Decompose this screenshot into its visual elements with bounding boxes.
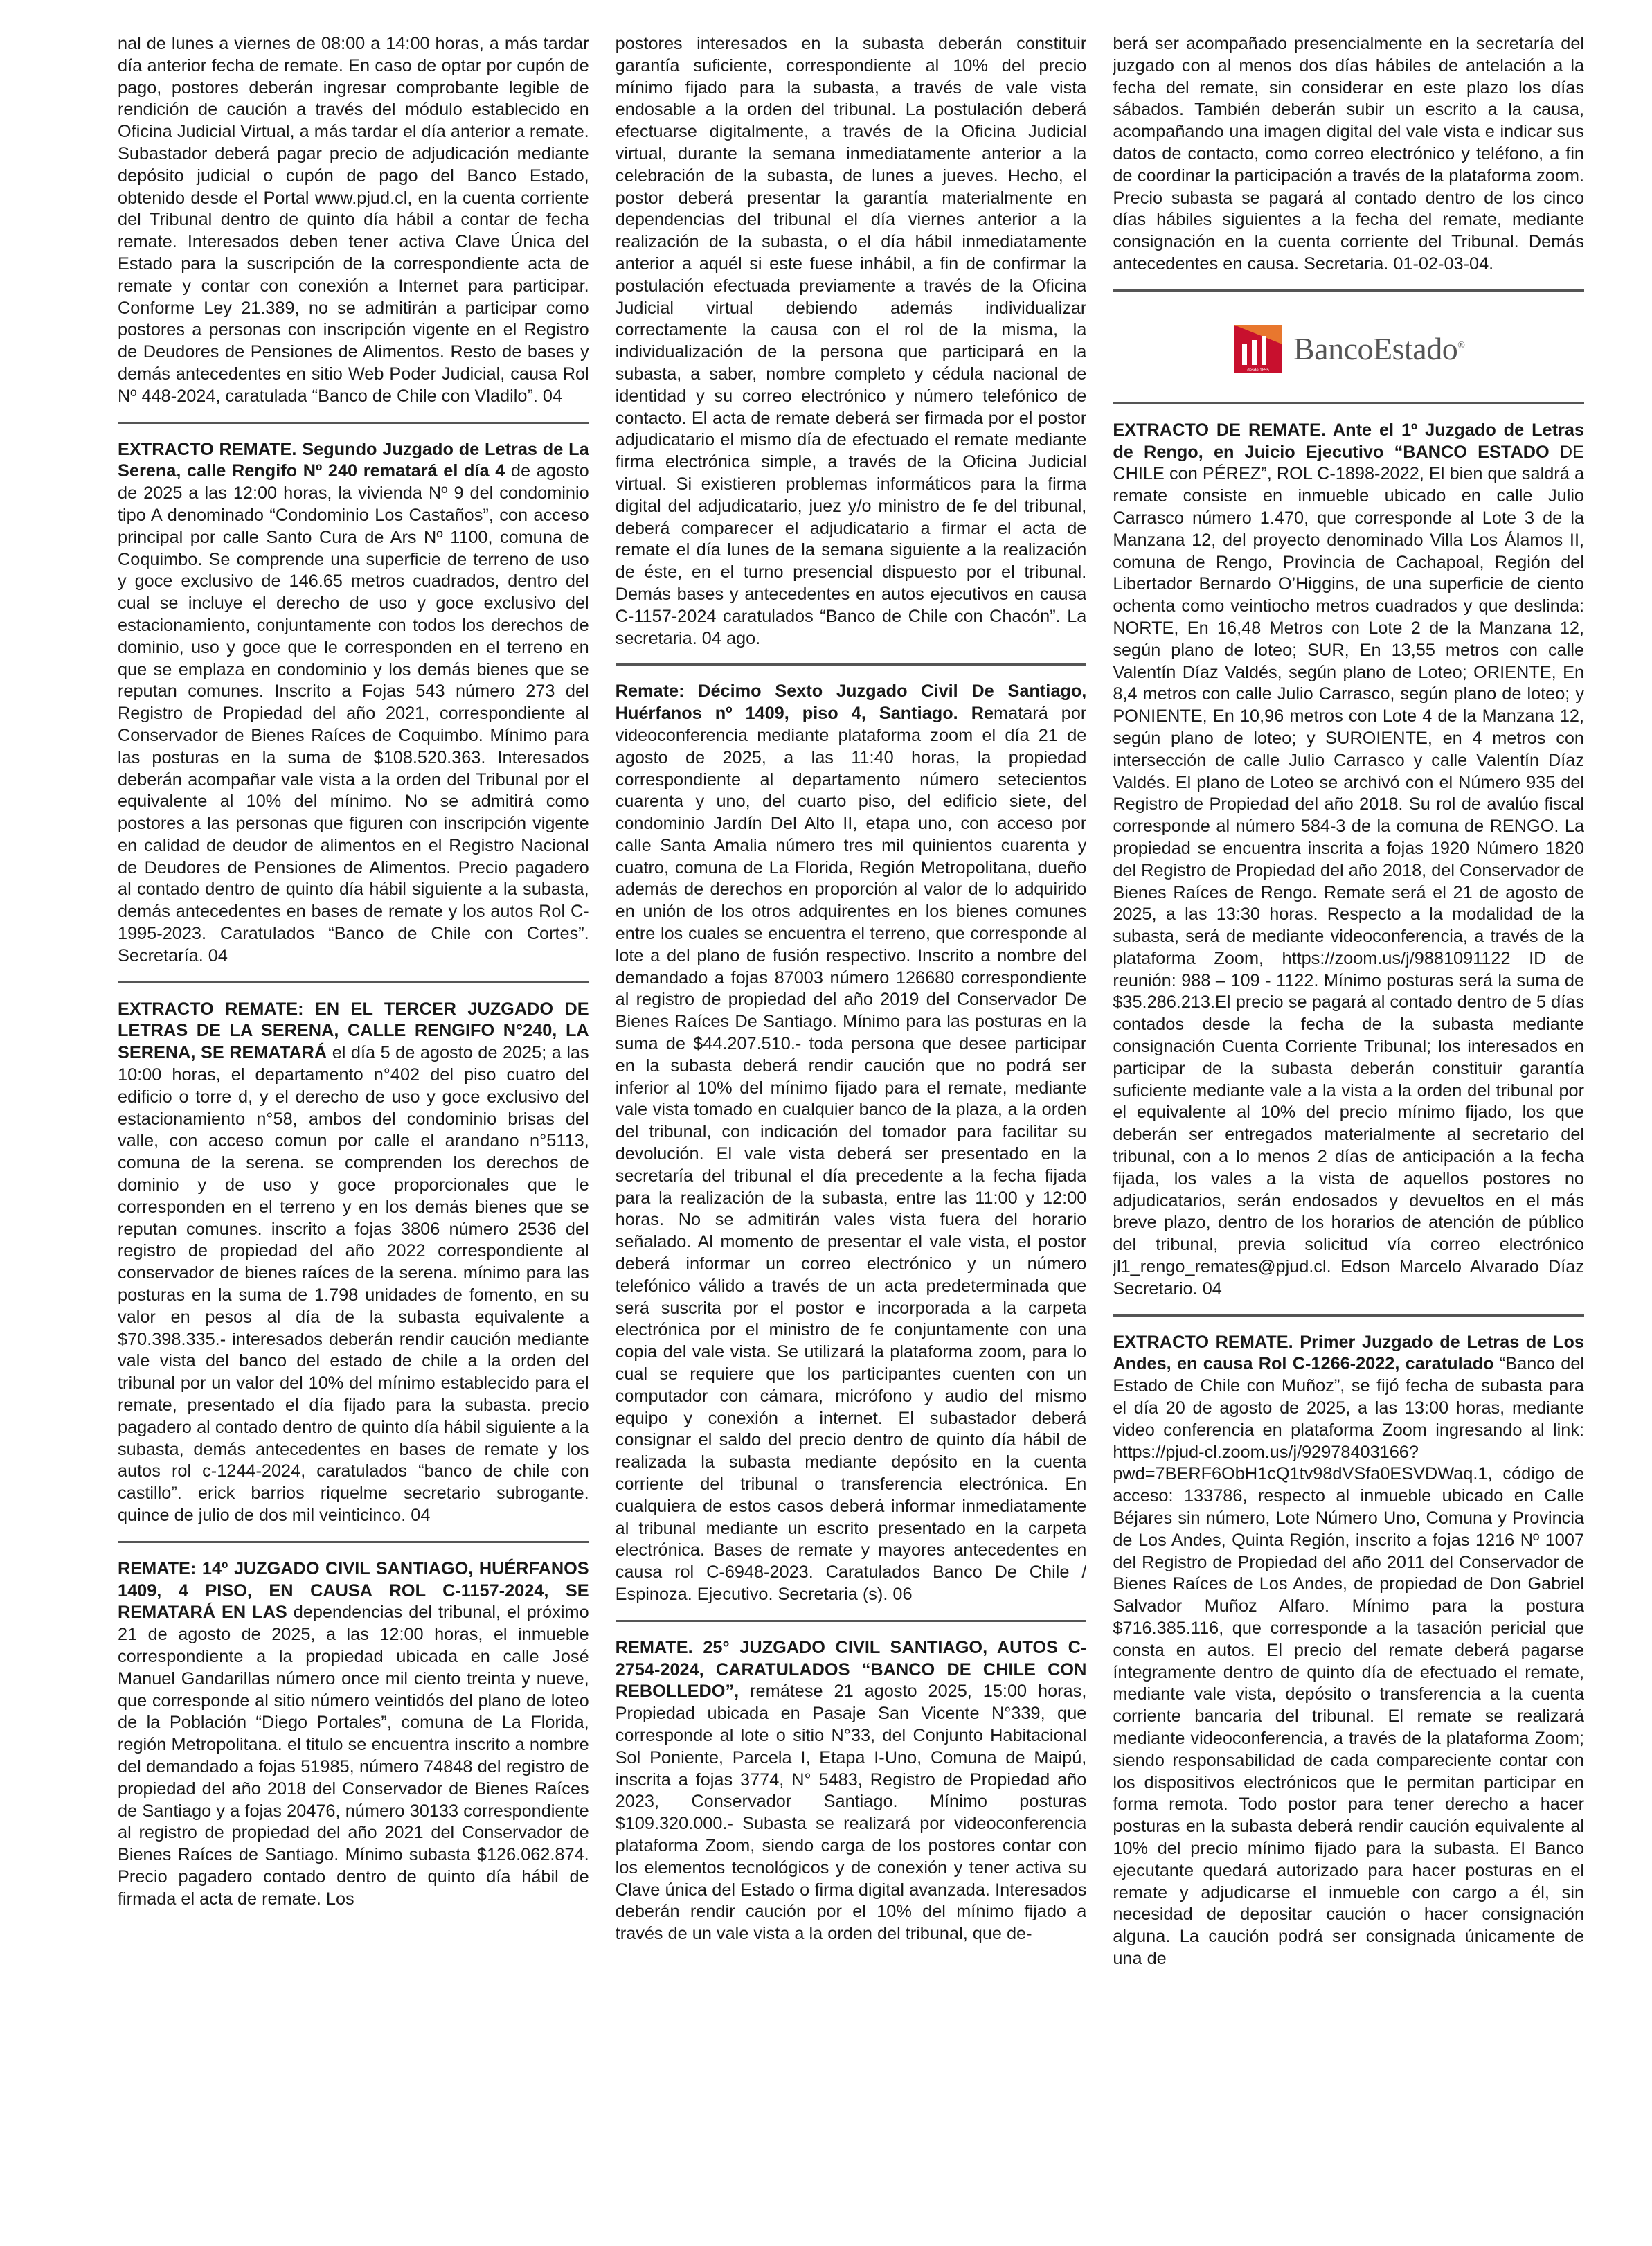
column-2 [616,33,1087,2229]
notice-body: de agosto de 2025 a las 12:00 horas, la vivienda Nº 9 del condominio tipo A denominado “Condominio Los Castaños”, con acceso principal por calle Santo Cura de Ars Nº 1100, comuna de Coquimbo. Se comprende una superficie de terreno de uso y goce exclusivo de 146.65 metros cuadrados, dentro del cual se incluye el derecho de uso y goce exclusivo del estacionamiento, conjuntamente con todos los derechos de dominio, uso y goce que le corresponden en el terreno en que se emplaza en condominio y los demás bienes que se reputan comunes. Inscrito a Fojas 543 número 273 del Registro de Propiedad del año 2021, correspondiente al Conservador de Bienes Raíces de Coquimbo. Mínimo para las posturas en la suma de $108.520.363. Interesados deberán acompañar vale vista a la orden del Tribunal por el equivalente al 10% del mínimo. No se admitirá como postores a las personas que figuren con inscripción vigente en calidad de deudor de alimentos en el Registro Nacional de Deudores de Pensiones de Alimentos. Precio pagadero al contado dentro de quinto día hábil siguiente a la subasta, demás antecedentes en bases de remate y los autos Rol C-1995-2023. Caratulados “Banco de Chile con Cortes”. Secretaría. 04 [118,461,589,965]
notice [118,999,589,1527]
logo-name: BancoEstado [1293,331,1458,367]
notice-divider [1113,402,1584,404]
notice-body: nal de lunes a viernes de 08:00 a 14:00 horas, a más tardar día anterior fecha de remate. En caso de optar por cupón de pago, postores deberán ingresar comprobante legible de rendición de caución a través del módulo establecido en Oficina Judicial Virtual, a más tardar el día anterior a remate. Subastador deberá pagar precio de adjudicación mediante depósito judicial o cupón de pago del Banco Estado, obtenido desde el Portal www.pjud.cl, en la cuenta corriente del Tribunal dentro de quinto día hábil a contar de fecha remate. Interesados deben tener activa Clave Única del Estado para la suscripción de la correspondiente acta de remate y contar con conexión a Internet para participar. Conforme Ley 21.389, no se admitirán a participar como postores a personas con inscripción vigente en el Registro de Deudores de Pensiones de Alimentos. Resto de bases y demás antecedentes en sitio Web Poder Judicial, causa Rol Nº 448-2024, caratulada “Banco de Chile con Vladilo”. 04 [118,34,589,406]
notice [1113,1332,1584,1970]
notice-lead: EXTRACTO REMATE. Primer Juzgado de Letras de Los Andes, en causa Rol C-1266-2022, caratulado [1113,1332,1585,1374]
bancoestado-logo [1113,311,1584,387]
notice-divider [1113,1314,1584,1317]
notice-body: berá ser acompañado presencialmente en la secretaría del juzgado con al menos dos días hábiles de antelación a la fecha del remate, sin considerar en este plazo los días sábados. También deberán subir un escrito a la causa, acompañando una imagen digital del vale vista e indicar sus datos de contacto, como correo electrónico y teléfono, a fin de coordinar la participación a través de la plataforma zoom. Precio subasta se pagará al contado dentro de los cinco días hábiles siguientes a la fecha del remate, mediante consignación en la cuenta corriente del Tribunal. Demás antecedentes en causa. Secretaria. 01-02-03-04. [1113,34,1585,274]
notice-body: postores interesados en la subasta deberán constituir garantía suficiente, correspondiente al 10% del precio mínimo fijado para la subasta, a través de vale vista endosable a la orden del tribunal. La postulación deberá efectuarse digitalmente, a través de la Oficina Judicial virtual, durante la semana inmediatamente anterior a la celebración de la subasta, de lunes a jueves. Hecho, el postor deberá presentar la garantía materialmente en dependencias del tribunal el día viernes anterior a la realización de la subasta, o el día hábil inmediatamente anterior a aquél si este fuese inhábil, a fin de confirmar la postulación efectuada previamente a través de la Oficina Judicial virtual debiendo además individualizar correctamente la causa con el rol de la misma, la individualización de la persona que participará en la subasta, a saber, nombre completo y cédula nacional de identidad y su correo electrónico y número telefónico de contacto. El acta de remate deberá ser firmada por el postor adjudicatario el mismo día de efectuado el remate mediante firma electrónica simple, a través de la Oficina Judicial virtual. Si existieren problemas informáticos para la firma digital del adjudicatario, juez y/o ministro de fe del tribunal, deberá comparecer el adjudicatario a firmar el acta de remate el día lunes de la semana siguiente a la realización de éste, en el turno presencial dispuesto por el tribunal. Demás bases y antecedentes en autos ejecutivos en causa C-1157-2024 caratulados “Banco de Chile con Chacón”. La secretaria. 04 ago. [615,34,1087,648]
notice [1113,420,1584,1301]
notice-body: “Banco del Estado de Chile con Muñoz”, se fijó fecha de subasta para el día 20 de agosto de 2025, a las 13:00 horas, mediante video conferencia en plataforma Zoom ingresando al link: https://pjud-cl.zoom.us/j/92978403166?pwd=7BERF6ObH1cQ1tv98dVSfa0ESVDWaq.1, código de acceso: 133786, respecto al inmueble ubicado en Calle Béjares sin número, Lote Número Uno, Comuna y Provincia de Los Andes, Quinta Región, inscrito a fojas 1216 Nº 1007 del Registro de Propiedad del año 2011 del Conservador de Bienes Raíces de Los Andes, de propiedad de Don Gabriel Salvador Muñoz Alfaro. Mínimo para la postura $716.385.116, que corresponde a la tasación pericial que consta en autos. El precio del remate deberá pagarse íntegramente dentro de quinto día de efectuado el remate, mediante vale vista, depósito o transferencia a la cuenta corriente bancaria del tribunal. El remate se realizará mediante videoconferencia, a través de la plataforma Zoom; siendo responsabilidad de cada compareciente contar con los dispositivos electrónicos que le permitan participar en forma remota. Todo postor para tener derecho a hacer posturas en la subasta deberá rendir caución equivalente al 10% del precio mínimo fijado para la subasta. El Banco ejecutante quedará autorizado para hacer posturas en el remate y adjudicarse el inmueble con cargo a él, sin necesidad de depositar caución o hacer consignación alguna. La caución podrá ser consignada únicamente de una de [1113,1354,1585,1968]
column-1 [118,33,589,2229]
notice-lead: Remate: Décimo Sexto Juzgado Civil De Santiago, Huérfanos nº 1409, piso 4, Santiago. Re [615,681,1087,724]
logo-wordmark [1293,330,1464,367]
notice-continuation [118,33,589,408]
notice-lead: EXTRACTO REMATE. Segundo Juzgado de Letras de La Serena, calle Rengifo Nº 240 rematará el día 4 [118,439,589,481]
bancoestado-mark-icon [1232,323,1284,375]
notice-divider [1113,289,1584,292]
notice-lead: EXTRACTO DE REMATE. Ante el 1º Juzgado de Letras de Rengo, en Juicio Ejecutivo “BANCO ESTADO [1113,420,1585,462]
column-3 [1113,33,1584,2229]
notice-divider [616,663,1087,666]
notice [118,439,589,968]
notice-divider [616,1620,1087,1622]
notice-lead: EXTRACTO REMATE: EN EL TERCER JUZGADO DE LETRAS DE LA SERENA, CALLE RENGIFO N°240, LA SERENA, SE REMATARÁ [118,999,589,1063]
notice-continuation [1113,33,1584,276]
notice-body: DE CHILE con PÉREZ”, ROL C-1898-2022, El bien que saldrá a remate consiste en inmueble ubicado en calle Julio Carrasco número 1.470, que corresponde al Lote 3 de la Manzana 12, del proyecto denominado Villa Los Álamos II, comuna de Rengo, Provincia de Cachapoal, Región del Libertador Bernardo O’Higgins, de una superficie de ciento ochenta como veintiocho metros cuadrados y que deslinda: NORTE, En 16,48 Metros con Lote 2 de la Manzana 12, según plano de loteo; SUR, En 13,55 metros con calle Valentín Díaz Valdés, según plano de Loteo; ORIENTE, En 8,4 metros con calle Julio Carrasco, según plano de loteo; y PONIENTE, En 10,96 metros con Lote 4 de la Manzana 12, según plano de loteo; y SUROIENTE, en 4 metros con intersección de calle Julio Carrasco y calle Valentín Díaz Valdés. El plano de Loteo se archivó con el Número 935 del Registro de Propiedad del año 2018. Su rol de avalúo fiscal corresponde al número 584-3 de la comuna de RENGO. La propiedad se encuentra inscrita a fojas 1920 Número 1820 del Registro de Propiedad del año 2018, del Conservador de Bienes Raíces de Rengo. Remate será el 21 de agosto de 2025, a las 13:30 horas. Respecto a la modalidad de la subasta, será de mediante videoconferencia, a través de la plataforma Zoom, https://zoom.us/j/9881091122 ID de reunión: 988 – 109 - 1122. Mínimo posturas será la suma de $35.286.213.El precio se pagará al contado dentro de 5 días contados desde la fecha de la subasta mediante consignación Cuenta Corriente Tribunal; los interesados en participar de la subasta deberán constituir garantía suficiente mediante vale a la vista a la orden del tribunal por el equivalente al 10% del precio mínimo fijado, los que deberán ser entregados materialmente al secretario del tribunal, con a lo menos 2 días de anticipación a la fecha fijada, los vales a la vista de aquellos postores no adjudicatarios, serán endosados y devueltos en el más breve plazo, dentro de los horarios de atención de público del tribunal, previa solicitud vía correo electrónico jl1_rengo_remates@pjud.cl. Edson Marcelo Alvarado Díaz Secretario. 04 [1113,442,1585,1299]
notice [118,1558,589,1911]
notice-continuation [616,33,1087,650]
notice [616,681,1087,1605]
notice [616,1637,1087,1945]
logo-tagline: desde 1855 [1247,368,1269,373]
notice-lead: REMATE: 14º JUZGADO CIVIL SANTIAGO, HUÉRFANOS 1409, 4 PISO, EN CAUSA ROL C-1157-2024, SE REMATARÁ EN LAS [118,1558,589,1623]
notice-body: remátese 21 agosto 2025, 15:00 horas, Propiedad ubicada en Pasaje San Vicente N°339, que corresponde al lote o sitio N°33, del Conjunto Habitacional Sol Poniente, Parcela I, Etapa I-Uno, Comuna de Maipú, inscrita a fojas 3774, N° 5483, Registro de Propiedad año 2023, Conservador Santiago. Mínimo posturas $109.320.000.- Subasta se realizará por videoconferencia plataforma Zoom, siendo carga de los postores contar con los elementos tecnológicos y de conexión y tener activa su Clave única del Estado o firma digital avanzada. Interesados deberán rendir caución por el 10% del mínimo fijado a través de un vale vista a la orden del tribunal, que de- [615,1682,1087,1944]
notice-divider [118,1541,589,1543]
notice-body: dependencias del tribunal, el próximo 21 de agosto de 2025, a las 12:00 horas, el inmueble correspondiente a la propiedad ubicada en calle José Manuel Gandarillas número once mil ciento treinta y nueve, que corresponde al sitio número veintidós del plano de loteo de la Población “Diego Portales”, comuna de La Florida, región Metropolitana. el titulo se encuentra inscrito a nombre del demandado a fojas 51985, número 74848 del registro de propiedad del año 2018 del Conservador de Bienes Raíces de Santiago y a fojas 20476, número 30133 correspondiente al registro de propiedad del año 2021 del Conservador de Bienes Raíces de Santiago. Mínimo subasta $126.062.874. Precio pagadero contado dentro de quinto día hábil de firmada el acta de remate. Los [118,1603,589,1909]
notice-body: matará por videoconferencia mediante plataforma zoom el día 21 de agosto de 2025, a las 11:40 horas, la propiedad correspondiente al departamento número setecientos cuarenta y uno, del cuarto piso, del edificio siete, del condominio Jardín Del Alto II, etapa uno, con acceso por calle Santa Amalia número tres mil quinientos cuarenta y cuatro, comuna de La Florida, Región Metropolitana, dueño además de derechos en proporción al valor de lo adquirido en unión de los otros adquirentes en los bienes comunes entre los cuales se encuentra el terreno, que corresponde al lote a del plano de fusión respectivo. Inscrito a nombre del demandado a fojas 87003 número 126680 correspondiente al registro de propiedad del año 2019 del Conservador De Bienes Raíces De Santiago. Mínimo para las posturas en la suma de $44.207.510.- toda persona que desee participar en la subasta deberá rendir caución que no podrá ser inferior al 10% del mínimo fijado para el remate, mediante vale vista tomado en cualquier banco de la plaza, a la orden del tribunal, con indicación del tomador para facilitar su devolución. El vale vista deberá ser presentado en la secretaría del tribunal el día precedente a la fecha fijada para la realización de la subasta, entre las 11:00 y 12:00 horas. No se admitirán vales vista fuera del horario señalado. Al momento de presentar el vale vista, el postor deberá informar un correo electrónico y un número telefónico válido a través de un acta predeterminada que será suscrita por el postor e incorporada a la carpeta electrónica por el ministro de fe conjuntamente con una copia del vale vista. Se utilizará la plataforma zoom, para lo cual se requiere que los participantes cuenten con un computador con cámara, micrófono y audio del mismo equipo y conexión a internet. El subastador deberá consignar el saldo del precio dentro de quinto día hábil de realizada la subasta mediante depósito en la cuenta corriente del tribunal o transferencia electrónica. En cualquiera de estos casos deberá informar inmediatamente al tribunal mediante un escrito presentado en la carpeta electrónica. Bases de remate y mayores antecedentes en causa rol C-6948-2023. Caratulados Banco De Chile / Espinoza. Ejecutivo. Secretaria (s). 06 [615,704,1087,1604]
notice-body: el día 5 de agosto de 2025; a las 10:00 horas, el departamento n°402 del piso cuatro del edificio o torre d, y el derecho de uso y goce exclusivo del estacionamiento n°58, ambos del condominio brisas del valle, con acceso comun por calle el arandano n°5113, comuna de la serena. se comprenden los derechos de dominio y de uso y goce proporcionales que le corresponden en el terreno y en los demás bienes que se reputan comunes. inscrito a fojas 3806 número 2536 del registro de propiedad del año 2022 correspondiente al conservador de bienes raíces de la serena. mínimo para las posturas en la suma de 1.798 unidades de fomento, en su valor en pesos al día de la subasta equivalente a $70.398.335.- interesados deberán rendir caución mediante vale vista del banco del estado de chile a la orden del tribunal por un valor del 10% del mínimo establecido para el remate, presentado el día fijado para la subasta. precio pagadero al contado dentro de quinto día hábil siguiente a la subasta, demás antecedentes en bases de remate y los autos rol c-1244-2024, caratulados “banco de chile con castillo”. erick barrios riquelme secretario subrogante. quince de julio de dos mil veinticinco. 04 [118,1043,589,1525]
notice-divider [118,981,589,983]
registered-mark: ® [1457,340,1465,351]
notice-divider [118,422,589,424]
notice-lead: REMATE. 25° JUZGADO CIVIL SANTIAGO, AUTOS C-2754-2024, CARATULADOS “BANCO DE CHILE CON REBOLLEDO”, [615,1637,1087,1702]
